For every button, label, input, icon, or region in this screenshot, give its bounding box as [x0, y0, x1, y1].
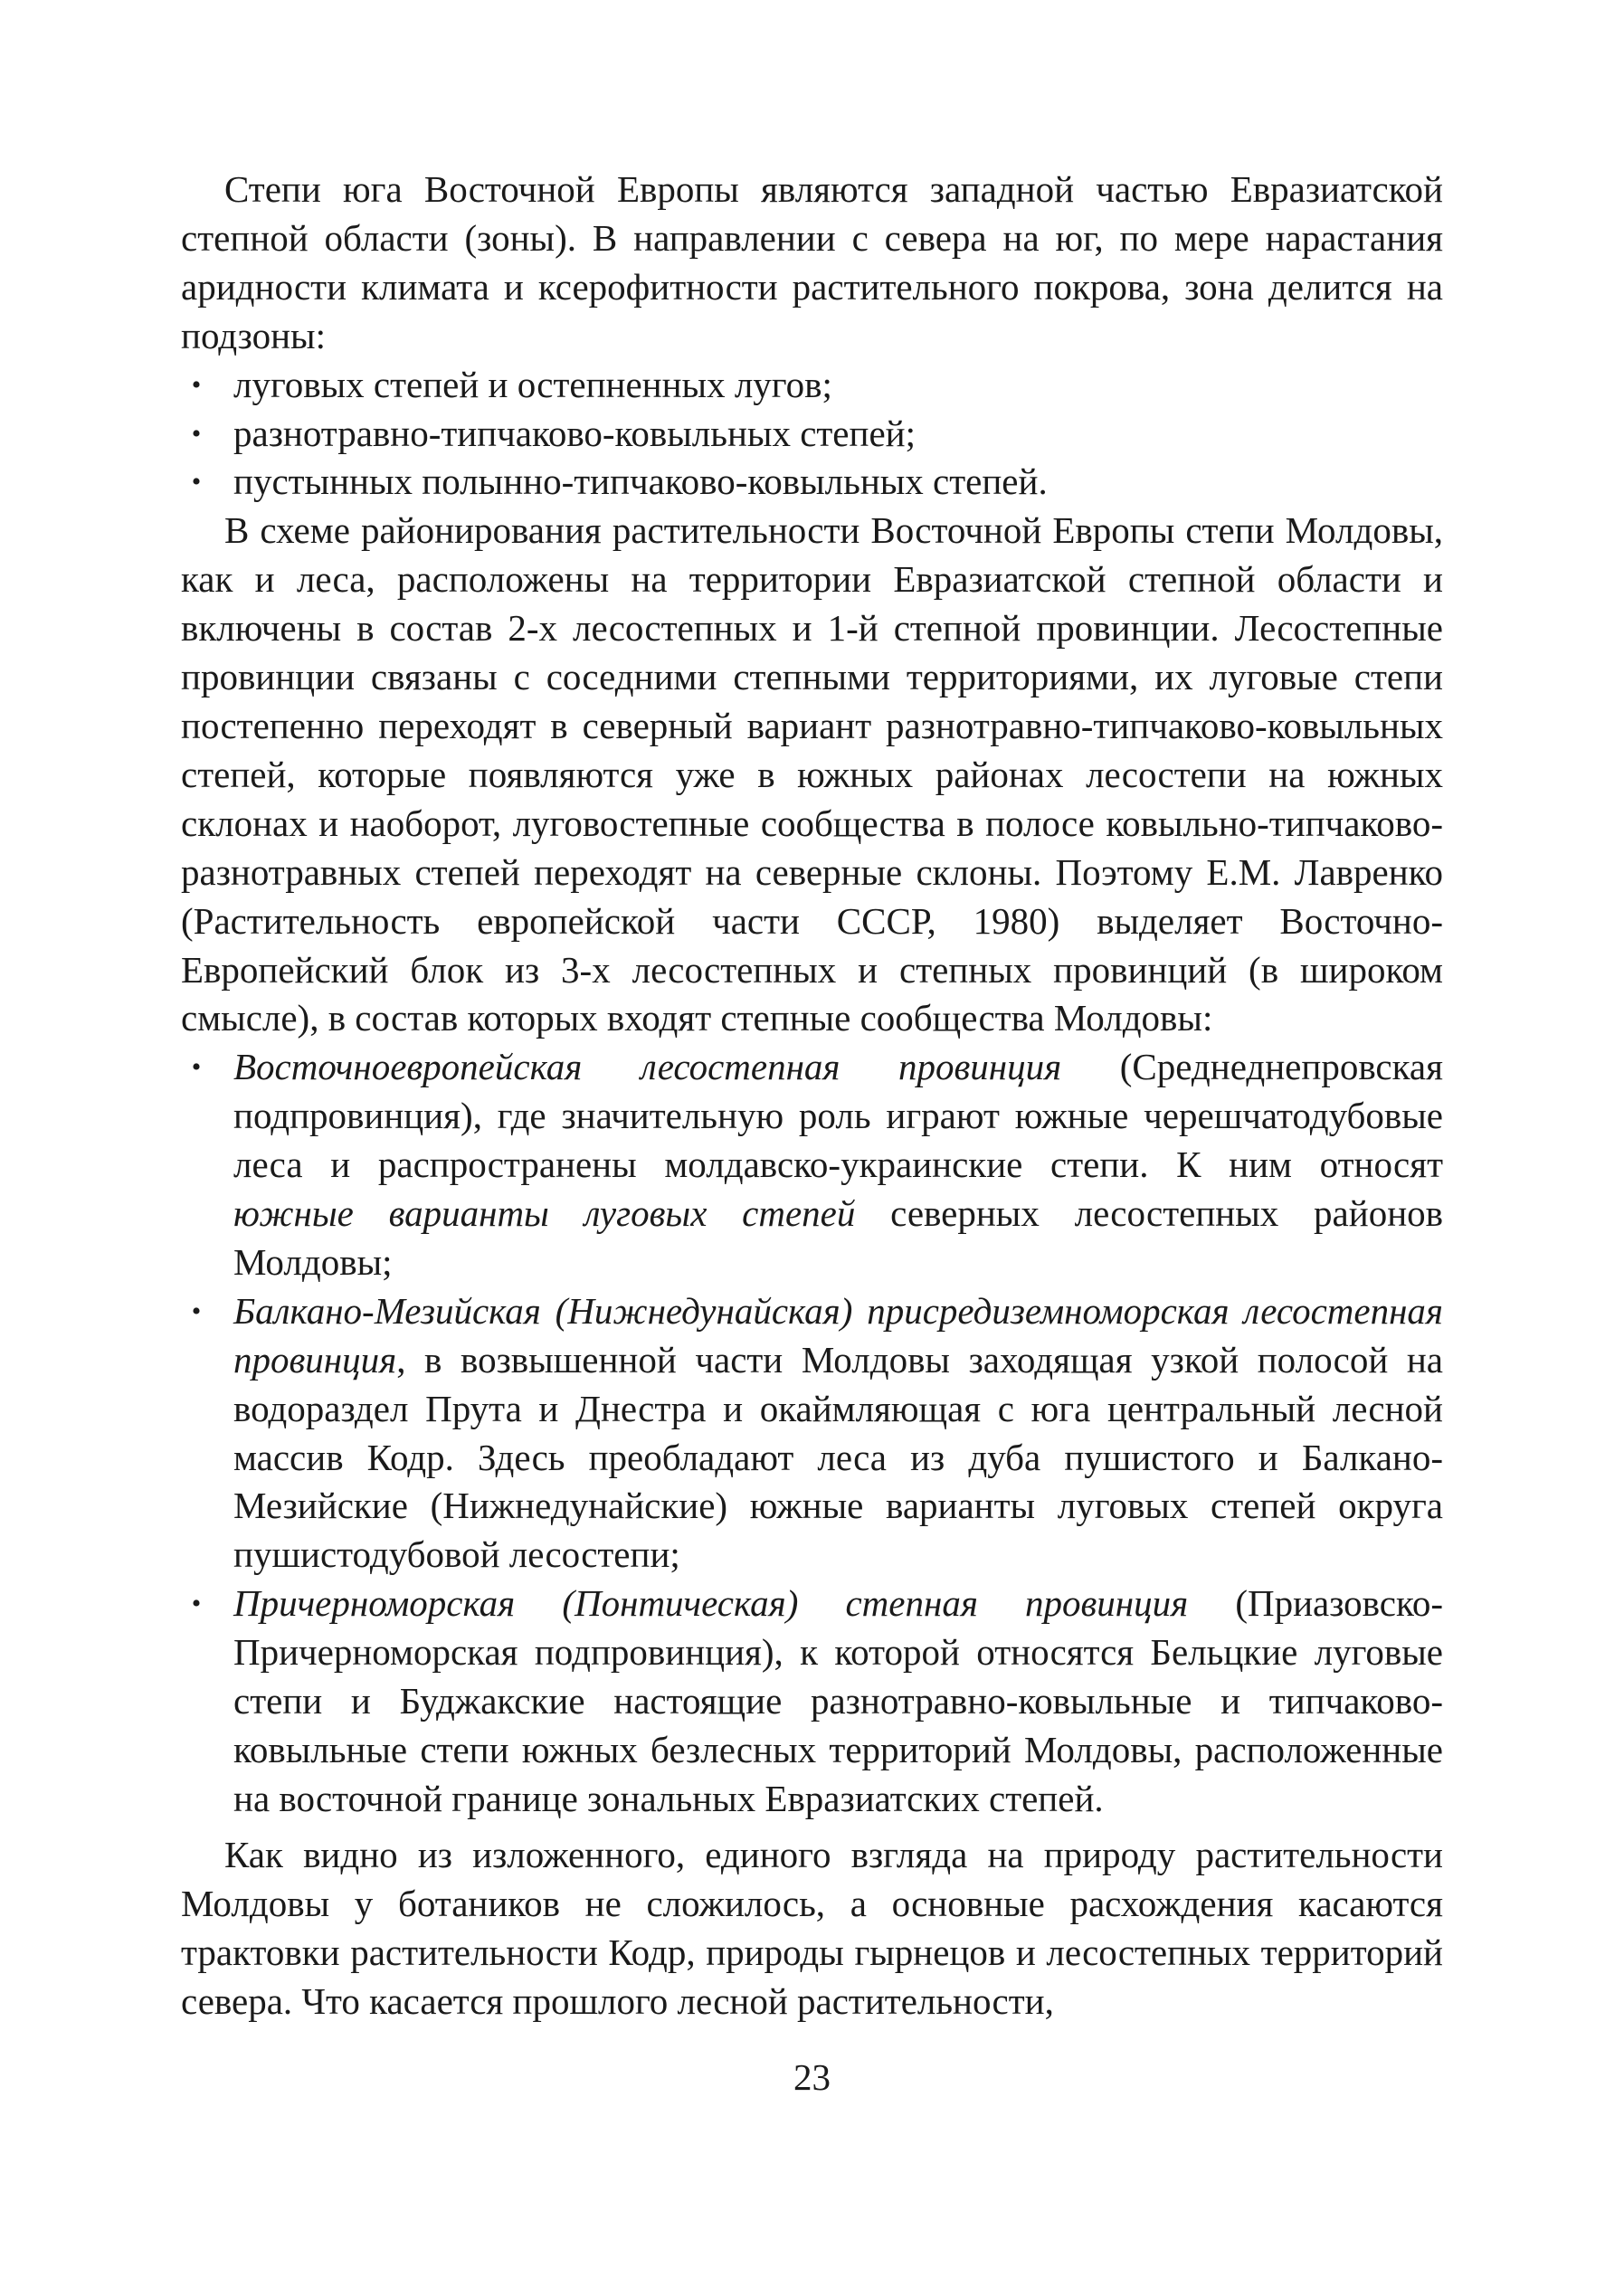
province-list: [181, 1043, 1443, 1824]
conclusion-paragraph: Как видно из изложенного, единого взгляда на природу растительности Молдовы у ботаников не сложилось, а основные расхождения касаются трактовки растительности Кодр, природы гырнецов и лесостепных территорий севера. Что касается прошлого лесной растительности,: [181, 1833, 1443, 2022]
bullet-dot-icon: •: [191, 1052, 202, 1083]
list-item: [181, 458, 1443, 507]
subzone-text: разнотравно-типчаково-ковыльных степей;: [233, 412, 916, 454]
scheme-paragraph: В схеме районирования растительности Восточной Европы степи Молдовы, как и леса, расположены на территории Евразиатской степной области и включены в состав 2-х лесостепных и 1-й степной провинции. Лесостепные провинции связаны с соседними степными территориями, их луговые степи постепенно переходят в северный вариант разнотравно-типчаково-ковыльных степей, которые появляются уже в южных районах лесостепи на южных склонах и наоборот, луговостепные сообщества в полосе ковыльно-типчаково-разнотравных степей переходят на северные склоны. Поэтому Е.М. Лавренко (Растительность европейской части СССР, 1980) выделяет Восточно-Европейский блок из 3-х лесостепных и степных провинций (в широком смысле), в состав которых входят степные сообщества Молдовы:: [181, 509, 1443, 1039]
list-item: [181, 410, 1443, 459]
bullet-dot-icon: •: [191, 1589, 202, 1619]
bullet-dot-icon: •: [191, 467, 202, 498]
list-item: [181, 361, 1443, 410]
province-text: , в возвышенной части Молдовы заходящая узкой полосой на водораздел Прута и Днестра и окаймляющая с юга центральный лесной массив Кодр. Здесь преобладают леса из дуба пушистого и Балкано-Мезийские (Нижнедунайские) южные варианты луговых степей округа пушистодубовой лесостепи;: [233, 1338, 1443, 1576]
subzone-list: [181, 361, 1443, 508]
province-name: Балкано-Мезийская (Нижнедунайская) присредиземноморская лесостепная провинция: [233, 1289, 1443, 1381]
subzone-text: луговых степей и остепненных лугов;: [233, 363, 832, 405]
list-item: [181, 1287, 1443, 1580]
bullet-dot-icon: •: [191, 1295, 202, 1326]
paragraph-gap: [181, 1824, 1443, 1831]
province-text: (Приазовско-Причерноморская подпровинция), к которой относятся Бельцкие луговые степи и Буджакские настоящие разнотравно-ковыльные и типчаково-ковыльные степи южных безлесных территорий Молдовы, расположенные на восточной границе зональных Евразиатских степей.: [233, 1582, 1443, 1819]
page-number: 23: [793, 2056, 831, 2098]
province-italic-term: южные варианты луговых степей: [233, 1192, 856, 1235]
province-name: Восточноевропейская лесостепная провинция: [233, 1046, 1062, 1088]
bullet-dot-icon: •: [191, 418, 202, 449]
intro-paragraph: Степи юга Восточной Европы являются западной частью Евразиатской степной области (зоны). В направлении с севера на юг, по мере нарастания аридности климата и ксерофитности растительного покрова, зона делится на подзоны:: [181, 168, 1443, 356]
province-text-end: северных лесостепных районов Молдовы;: [233, 1192, 1443, 1283]
province-text: (Среднеднепровская подпровинция), где значительную роль играют южные черешчатодубовые леса и распространены молдавско-украинские степи. К ним относят: [233, 1046, 1443, 1186]
page-body: [181, 166, 1443, 2026]
list-item: [181, 1580, 1443, 1824]
bullet-dot-icon: •: [191, 369, 202, 400]
province-name: Причерноморская (Понтическая) степная провинция: [233, 1582, 1189, 1625]
list-item: [181, 1043, 1443, 1287]
subzone-text: пустынных полынно-типчаково-ковыльных степей.: [233, 460, 1048, 503]
